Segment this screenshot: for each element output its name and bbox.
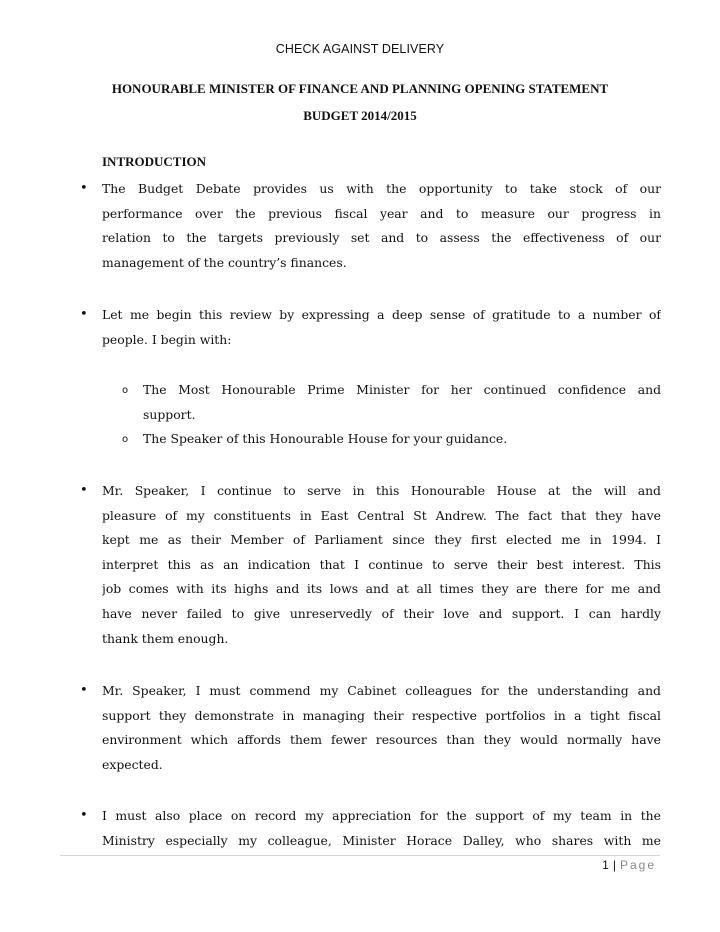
- text-line: expected.: [102, 756, 163, 772]
- page-footer: [602, 858, 656, 872]
- sub-item-2: [143, 427, 661, 452]
- paragraph-5: [102, 804, 661, 853]
- text-line: have never failed to give unreservedly of their love and support. I can hardly: [102, 605, 661, 621]
- text-line: interpret this as an indication that I continue to serve their best interest. This: [102, 556, 661, 572]
- text-line: I must also place on record my appreciation for the support of my team in the: [102, 808, 661, 823]
- document-subtitle: BUDGET 2014/2015: [303, 108, 417, 123]
- text-line: Let me begin this review by expressing a deep sense of gratitude to a number of: [102, 307, 661, 322]
- text-line: management of the country’s finances.: [102, 254, 347, 270]
- text-line: environment which affords them fewer resources than they would normally have: [102, 732, 661, 748]
- text-line: support they demonstrate in managing their respective portfolios in a tight fiscal: [102, 707, 661, 723]
- text-line: Ministry especially my colleague, Minister Horace Dalley, who shares with me: [102, 832, 661, 848]
- sub-bullet-marker: o: [122, 434, 129, 445]
- sub-bullet-marker: o: [122, 385, 129, 396]
- sub-item-1: [143, 378, 661, 427]
- bullet-marker: •: [80, 181, 88, 196]
- bullet-marker: •: [80, 683, 88, 698]
- text-line: relation to the targets previously set and to assess the effectiveness of our: [102, 230, 661, 246]
- paragraph-3: [102, 479, 661, 651]
- page-header: CHECK AGAINST DELIVERY: [275, 42, 445, 56]
- text-line: The Most Honourable Prime Minister for her continued confidence and: [143, 382, 661, 397]
- bullet-marker: •: [80, 307, 88, 322]
- section-heading: INTRODUCTION: [102, 154, 207, 169]
- document-title: HONOURABLE MINISTER OF FINANCE AND PLANNING OPENING STATEMENT: [111, 81, 609, 96]
- text-line: Mr. Speaker, I must commend my Cabinet colleagues for the understanding and: [102, 683, 661, 698]
- text-line: thank them enough.: [102, 630, 229, 646]
- bullet-marker: •: [80, 808, 88, 823]
- page-label: Page: [619, 858, 656, 872]
- page-number: 1: [602, 858, 609, 872]
- paragraph-2: [102, 303, 661, 352]
- text-line: pleasure of my constituents in East Central St Andrew. The fact that they have: [102, 507, 661, 523]
- text-line: kept me as their Member of Parliament since they first elected me in 1994. I: [102, 532, 661, 548]
- footer-divider: [60, 855, 660, 856]
- footer-separator: |: [612, 858, 616, 872]
- paragraph-1: [102, 177, 661, 275]
- text-line: performance over the previous fiscal year and to measure our progress in: [102, 205, 661, 221]
- text-line: job comes with its highs and its lows and at all times they are there for me and: [102, 581, 661, 597]
- paragraph-4: [102, 679, 661, 777]
- text-line: Mr. Speaker, I continue to serve in this Honourable House at the will and: [102, 483, 661, 498]
- text-line: The Budget Debate provides us with the opportunity to take stock of our: [102, 181, 661, 196]
- bullet-marker: •: [80, 483, 88, 498]
- text-line: The Speaker of this Honourable House for your guidance.: [143, 431, 508, 446]
- text-line: support.: [143, 406, 196, 422]
- text-line: people. I begin with:: [102, 331, 232, 347]
